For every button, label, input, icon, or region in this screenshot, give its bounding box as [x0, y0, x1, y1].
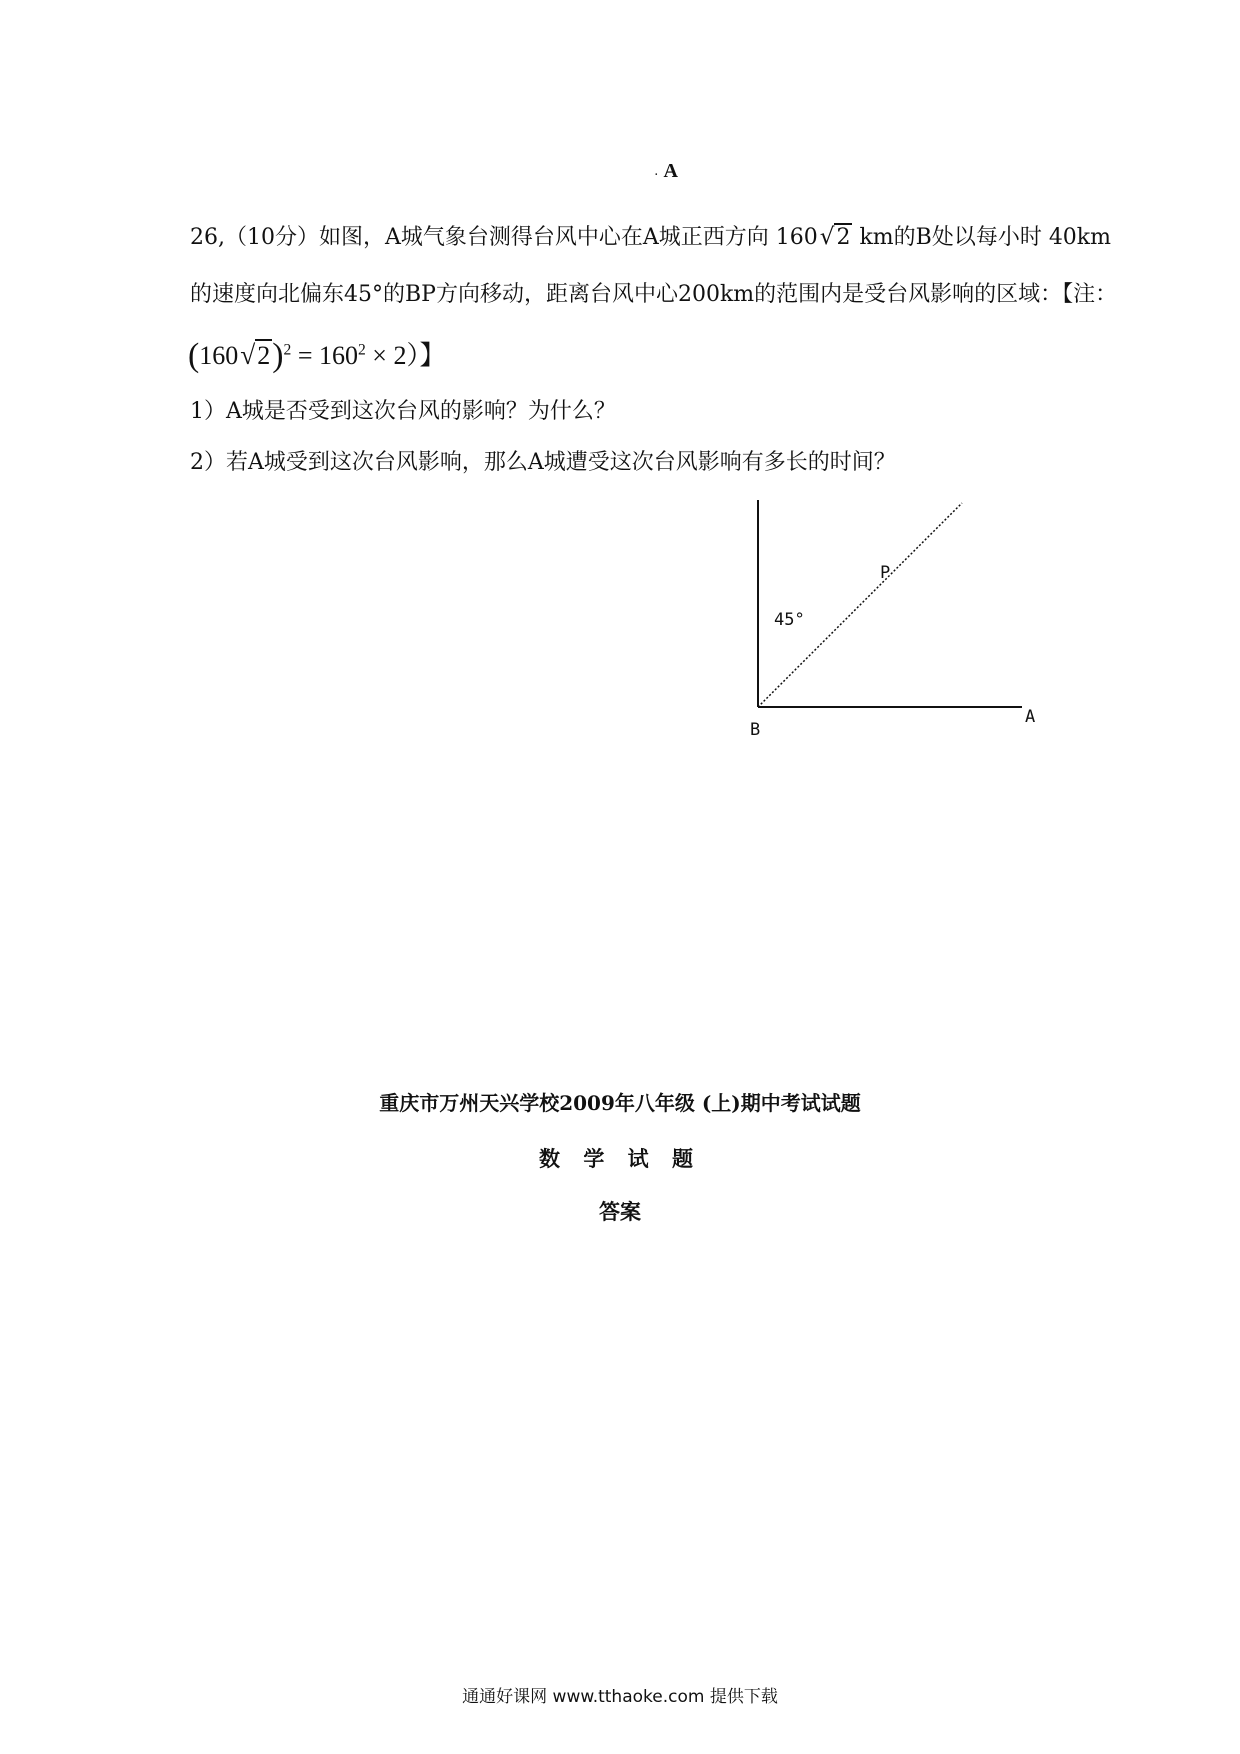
page-footer: 通通好课网 www.tthaoke.com 提供下载: [462, 1687, 778, 1707]
question-line-1-prefix: 26,（10分）如图，A城气象台测得台风中心在A城正西方向 160: [190, 225, 818, 250]
typhoon-diagram-svg: [720, 490, 1050, 750]
question-line-2: 的速度向北偏东45°的BP方向移动，距离台风中心200km的范围内是受台风影响的区域：【注：: [190, 282, 1118, 307]
question-line-1: [190, 222, 1111, 253]
subject-title: 数 学 试 题: [539, 1146, 701, 1171]
dot-mark: .: [655, 166, 658, 178]
sqrt-expression: [818, 222, 853, 253]
sub-question-2: 2）若A城受到这次台风影响，那么A城遭受这次台风影响有多长的时间？: [190, 450, 896, 475]
formula-rhs-tail: × 2）】: [365, 341, 446, 370]
formula-radicand: 2: [257, 341, 271, 370]
radical-sign: √: [819, 224, 835, 250]
formula-base: 160: [199, 341, 239, 370]
formula-sqrt: [238, 340, 272, 371]
typhoon-diagram: [720, 490, 1050, 754]
answer-title: 答案: [599, 1199, 641, 1224]
label-b: B: [750, 720, 761, 740]
formula-radical-sign: √: [240, 340, 256, 370]
label-a: A: [1025, 707, 1036, 727]
question-line-1-suffix: km的B处以每小时 40km: [852, 225, 1112, 250]
formula-outer-exponent: 2: [283, 341, 292, 359]
top-label-text: A: [663, 160, 678, 182]
bp-direction-line: [758, 503, 962, 707]
formula-rhs-base: = 160: [291, 341, 358, 370]
note-formula: [188, 335, 445, 375]
school-exam-title: 重庆市万州天兴学校2009年八年级 (上)期中考试试题: [379, 1091, 861, 1115]
radicand: 2: [836, 225, 851, 250]
sub-question-1: 1）A城是否受到这次台风的影响？为什么？: [190, 399, 616, 424]
formula-open-paren: (: [188, 337, 200, 374]
label-p: P: [880, 563, 891, 583]
formula-close-paren: ): [272, 337, 284, 374]
top-label-a: [655, 160, 678, 183]
formula-rhs-exponent: 2: [357, 341, 366, 359]
label-angle-45: 45°: [774, 610, 805, 630]
